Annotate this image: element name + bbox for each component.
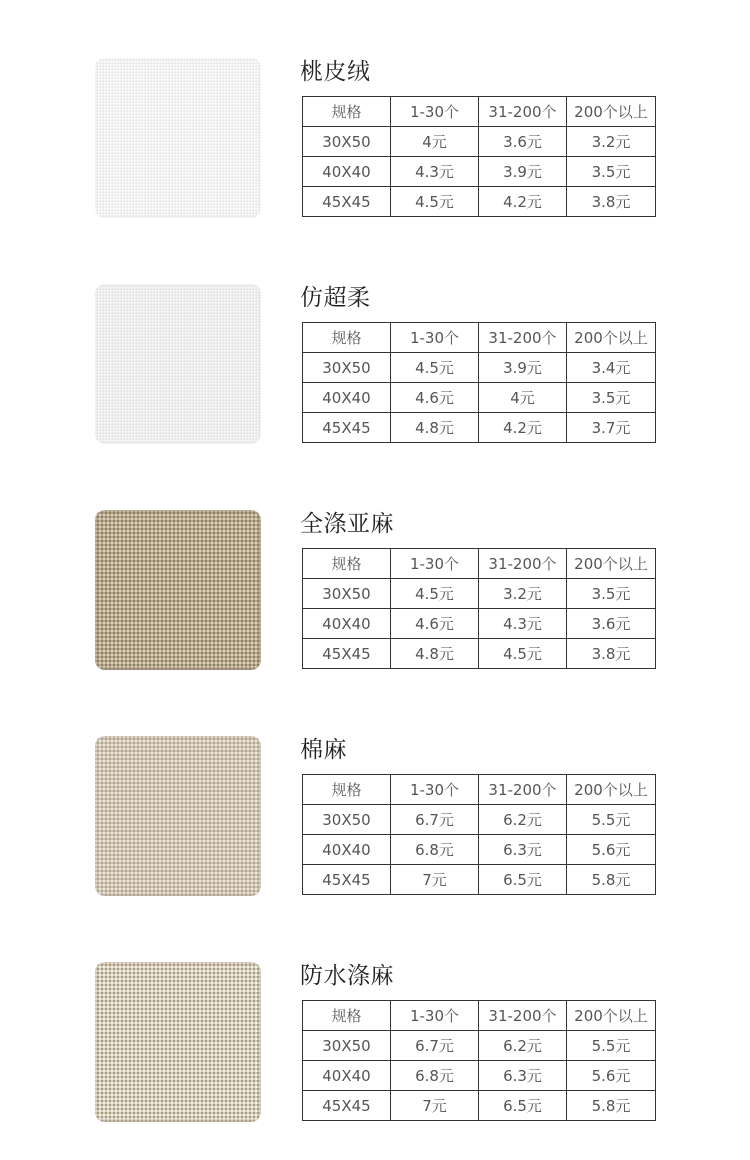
price-table	[302, 96, 656, 217]
product-name: 全涤亚麻	[300, 511, 394, 537]
table-cell: 45X45	[303, 1091, 391, 1121]
product-section	[0, 58, 750, 223]
fabric-texture	[95, 284, 261, 444]
table-cell: 4.6元	[391, 383, 479, 413]
table-cell: 3.5元	[567, 579, 656, 609]
table-header-row	[303, 549, 656, 579]
table-row	[303, 579, 656, 609]
price-table	[302, 548, 656, 669]
column-header: 31-200个	[479, 1001, 567, 1031]
table-cell: 30X50	[303, 1031, 391, 1061]
table-cell: 4.6元	[391, 609, 479, 639]
column-header: 规格	[303, 549, 391, 579]
table-cell: 4.3元	[391, 157, 479, 187]
table-row	[303, 639, 656, 669]
table-cell: 4.8元	[391, 639, 479, 669]
table-cell: 4.2元	[479, 187, 567, 217]
table-cell: 45X45	[303, 187, 391, 217]
column-header: 200个以上	[567, 1001, 656, 1031]
table-cell: 4.5元	[479, 639, 567, 669]
table-cell: 7元	[391, 1091, 479, 1121]
table-row	[303, 1091, 656, 1121]
table-row	[303, 865, 656, 895]
fabric-texture	[95, 736, 261, 896]
fabric-swatch-image	[95, 736, 261, 896]
table-cell: 45X45	[303, 865, 391, 895]
price-table	[302, 774, 656, 895]
table-cell: 4元	[391, 127, 479, 157]
product-name: 桃皮绒	[300, 59, 371, 85]
product-name: 棉麻	[300, 737, 347, 763]
table-row	[303, 383, 656, 413]
table-row	[303, 353, 656, 383]
table-cell: 40X40	[303, 383, 391, 413]
price-table	[302, 322, 656, 443]
table-cell: 6.5元	[479, 865, 567, 895]
table-cell: 6.3元	[479, 835, 567, 865]
table-row	[303, 609, 656, 639]
table-cell: 4.5元	[391, 353, 479, 383]
table-cell: 3.9元	[479, 353, 567, 383]
table-cell: 40X40	[303, 1061, 391, 1091]
table-row	[303, 157, 656, 187]
table-cell: 4.5元	[391, 187, 479, 217]
table-cell: 6.7元	[391, 805, 479, 835]
table-cell: 3.8元	[567, 639, 656, 669]
table-header-row	[303, 1001, 656, 1031]
table-cell: 4.8元	[391, 413, 479, 443]
table-cell: 6.7元	[391, 1031, 479, 1061]
fabric-texture	[95, 510, 261, 670]
column-header: 规格	[303, 323, 391, 353]
table-cell: 30X50	[303, 579, 391, 609]
table-cell: 40X40	[303, 609, 391, 639]
column-header: 31-200个	[479, 775, 567, 805]
table-cell: 5.5元	[567, 805, 656, 835]
product-section	[0, 736, 750, 901]
fabric-swatch-image	[95, 510, 261, 670]
table-header-row	[303, 323, 656, 353]
column-header: 31-200个	[479, 97, 567, 127]
product-section	[0, 284, 750, 449]
table-cell: 4元	[479, 383, 567, 413]
column-header: 规格	[303, 775, 391, 805]
column-header: 31-200个	[479, 549, 567, 579]
table-cell: 5.8元	[567, 865, 656, 895]
table-cell: 45X45	[303, 639, 391, 669]
table-row	[303, 1031, 656, 1061]
table-cell: 3.4元	[567, 353, 656, 383]
product-name: 仿超柔	[300, 285, 371, 311]
table-cell: 3.8元	[567, 187, 656, 217]
table-cell: 40X40	[303, 835, 391, 865]
column-header: 31-200个	[479, 323, 567, 353]
column-header: 200个以上	[567, 549, 656, 579]
column-header: 1-30个	[391, 549, 479, 579]
fabric-swatch-image	[95, 284, 261, 444]
table-header-row	[303, 97, 656, 127]
table-cell: 6.3元	[479, 1061, 567, 1091]
table-cell: 3.6元	[567, 609, 656, 639]
column-header: 规格	[303, 1001, 391, 1031]
table-row	[303, 127, 656, 157]
table-cell: 3.2元	[567, 127, 656, 157]
product-section	[0, 962, 750, 1127]
table-cell: 45X45	[303, 413, 391, 443]
table-row	[303, 413, 656, 443]
table-cell: 5.5元	[567, 1031, 656, 1061]
table-cell: 6.2元	[479, 1031, 567, 1061]
table-cell: 30X50	[303, 805, 391, 835]
fabric-texture	[95, 962, 261, 1122]
table-cell: 3.6元	[479, 127, 567, 157]
table-cell: 5.8元	[567, 1091, 656, 1121]
table-row	[303, 835, 656, 865]
column-header: 1-30个	[391, 1001, 479, 1031]
table-cell: 3.7元	[567, 413, 656, 443]
table-cell: 6.8元	[391, 1061, 479, 1091]
price-table	[302, 1000, 656, 1121]
table-row	[303, 805, 656, 835]
table-cell: 7元	[391, 865, 479, 895]
table-cell: 4.2元	[479, 413, 567, 443]
column-header: 规格	[303, 97, 391, 127]
table-row	[303, 1061, 656, 1091]
column-header: 200个以上	[567, 97, 656, 127]
table-header-row	[303, 775, 656, 805]
table-cell: 30X50	[303, 353, 391, 383]
product-section	[0, 510, 750, 675]
table-cell: 3.5元	[567, 157, 656, 187]
table-cell: 3.2元	[479, 579, 567, 609]
table-row	[303, 187, 656, 217]
table-cell: 3.5元	[567, 383, 656, 413]
table-cell: 5.6元	[567, 1061, 656, 1091]
column-header: 200个以上	[567, 775, 656, 805]
table-cell: 6.2元	[479, 805, 567, 835]
fabric-swatch-image	[95, 58, 261, 218]
fabric-swatch-image	[95, 962, 261, 1122]
table-cell: 40X40	[303, 157, 391, 187]
fabric-texture	[95, 58, 261, 218]
table-cell: 30X50	[303, 127, 391, 157]
column-header: 1-30个	[391, 97, 479, 127]
table-cell: 6.5元	[479, 1091, 567, 1121]
table-cell: 3.9元	[479, 157, 567, 187]
column-header: 1-30个	[391, 323, 479, 353]
column-header: 1-30个	[391, 775, 479, 805]
column-header: 200个以上	[567, 323, 656, 353]
product-name: 防水涤麻	[300, 963, 394, 989]
table-cell: 4.3元	[479, 609, 567, 639]
table-cell: 5.6元	[567, 835, 656, 865]
table-cell: 4.5元	[391, 579, 479, 609]
table-cell: 6.8元	[391, 835, 479, 865]
